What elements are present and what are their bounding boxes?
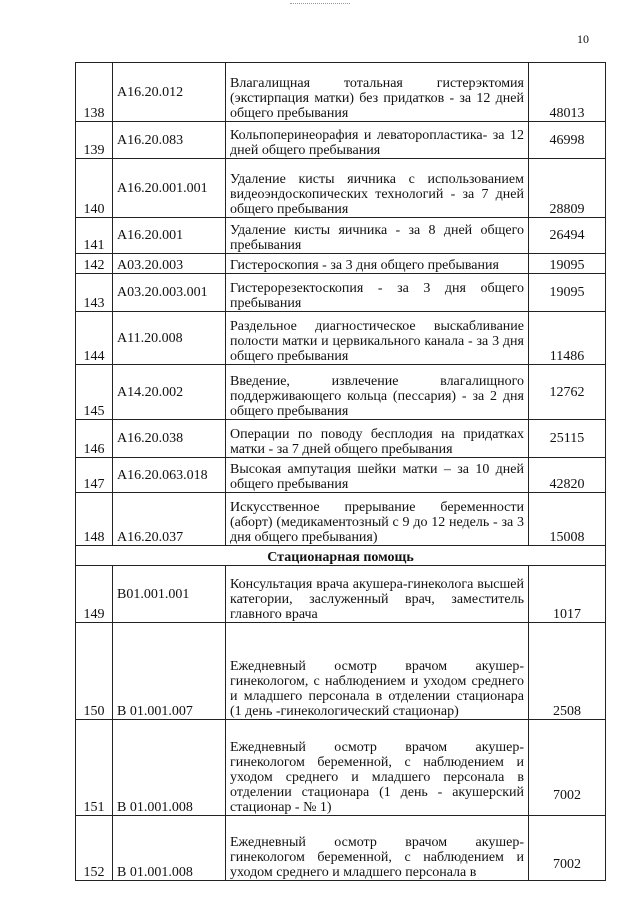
- table-row: [76, 254, 606, 274]
- service-price: 12762: [529, 365, 606, 420]
- row-number: 147: [76, 458, 113, 493]
- service-description: Введение, извлечение влагалищного поддерживающего кольца (пессария) - за 2 дня общего пребывания: [226, 365, 529, 420]
- table-row: [76, 420, 606, 458]
- service-price: 1017: [529, 566, 606, 623]
- page-number: 10: [577, 32, 589, 46]
- table-row: [76, 816, 606, 881]
- service-description: Кольпоперинеорафия и леваторопластика- за 12 дней общего пребывания: [226, 122, 529, 159]
- service-code: A16.20.083: [113, 122, 226, 159]
- row-number: 138: [76, 63, 113, 122]
- service-code: A11.20.008: [113, 312, 226, 365]
- table-row: [76, 312, 606, 365]
- table-row: [76, 274, 606, 312]
- row-number: 144: [76, 312, 113, 365]
- service-description: Гистерорезектоскопия - за 3 дня общего пребывания: [226, 274, 529, 312]
- service-code: A16.20.037: [113, 493, 226, 546]
- service-description: Ежедневный осмотр врачом акушер-гинекологом беременной, с наблюдением и уходом среднего и младшего персонала в: [226, 816, 529, 881]
- service-price: 15008: [529, 493, 606, 546]
- table-row: [76, 493, 606, 546]
- service-code: A16.20.012: [113, 63, 226, 122]
- service-code: A16.20.063.018: [113, 458, 226, 493]
- service-description: Ежедневный осмотр врачом акушер-гинекологом, с наблюдением и уходом среднего и младшего персонала в отделении стационара (1 день -гинекологический стационар): [226, 623, 529, 720]
- service-price: 19095: [529, 254, 606, 274]
- table-row: [76, 623, 606, 720]
- service-code: A16.20.001.001: [113, 159, 226, 218]
- service-description: Ежедневный осмотр врачом акушер-гинекологом беременной, с наблюдением и уходом среднего и младшего персонала в отделении стационара (1 день - акушерский стационар - № 1): [226, 720, 529, 816]
- row-number: 143: [76, 274, 113, 312]
- service-price: 7002: [529, 720, 606, 816]
- row-number: 151: [76, 720, 113, 816]
- table-row: [76, 63, 606, 122]
- row-number: 140: [76, 159, 113, 218]
- service-price: 25115: [529, 420, 606, 458]
- service-price: 46998: [529, 122, 606, 159]
- service-price: 42820: [529, 458, 606, 493]
- row-number: 149: [76, 566, 113, 623]
- price-table: [75, 62, 606, 881]
- service-description: Гистероскопия - за 3 дня общего пребывания: [226, 254, 529, 274]
- service-code: B01.001.001: [113, 566, 226, 623]
- service-description: Раздельное диагностическое выскабливание полости матки и цервикального канала - за 3 дня общего пребывания: [226, 312, 529, 365]
- service-description: Операции по поводу бесплодия на придатках матки - за 7 дней общего пребывания: [226, 420, 529, 458]
- table-row: [76, 566, 606, 623]
- row-number: 150: [76, 623, 113, 720]
- table-row: [76, 159, 606, 218]
- section-title: Стационарная помощь: [76, 546, 606, 566]
- service-price: 11486: [529, 312, 606, 365]
- service-code: A14.20.002: [113, 365, 226, 420]
- service-price: 28809: [529, 159, 606, 218]
- service-code: B 01.001.008: [113, 816, 226, 881]
- row-number: 145: [76, 365, 113, 420]
- service-code: B 01.001.007: [113, 623, 226, 720]
- service-description: Влагалищная тотальная гистерэктомия (экстирпация матки) без придатков - за 12 дней общего пребывания: [226, 63, 529, 122]
- row-number: 148: [76, 493, 113, 546]
- table-row: [76, 122, 606, 159]
- row-number: 141: [76, 218, 113, 254]
- section-row: [76, 546, 606, 566]
- table-row: [76, 720, 606, 816]
- service-price: 7002: [529, 816, 606, 881]
- row-number: 139: [76, 122, 113, 159]
- row-number: 152: [76, 816, 113, 881]
- service-code: A03.20.003: [113, 254, 226, 274]
- row-number: 146: [76, 420, 113, 458]
- top-edge-fragment: [290, 0, 350, 4]
- service-description: Искусственное прерывание беременности (аборт) (медикаментозный с 9 до 12 недель - за 3 дня общего пребывания): [226, 493, 529, 546]
- service-code: B 01.001.008: [113, 720, 226, 816]
- service-price: 2508: [529, 623, 606, 720]
- table-row: [76, 218, 606, 254]
- service-price: 48013: [529, 63, 606, 122]
- service-description: Удаление кисты яичника - за 8 дней общего пребывания: [226, 218, 529, 254]
- service-description: Консультация врача акушера-гинеколога высшей категории, заслуженный врач, заместитель главного врача: [226, 566, 529, 623]
- service-code: A16.20.038: [113, 420, 226, 458]
- row-number: 142: [76, 254, 113, 274]
- service-description: Высокая ампутация шейки матки – за 10 дней общего пребывания: [226, 458, 529, 493]
- service-price: 26494: [529, 218, 606, 254]
- table-row: [76, 365, 606, 420]
- service-price: 19095: [529, 274, 606, 312]
- service-code: A03.20.003.001: [113, 274, 226, 312]
- table-row: [76, 458, 606, 493]
- service-description: Удаление кисты яичника с использованием видеоэндоскопических технологий - за 7 дней общего пребывания: [226, 159, 529, 218]
- service-code: A16.20.001: [113, 218, 226, 254]
